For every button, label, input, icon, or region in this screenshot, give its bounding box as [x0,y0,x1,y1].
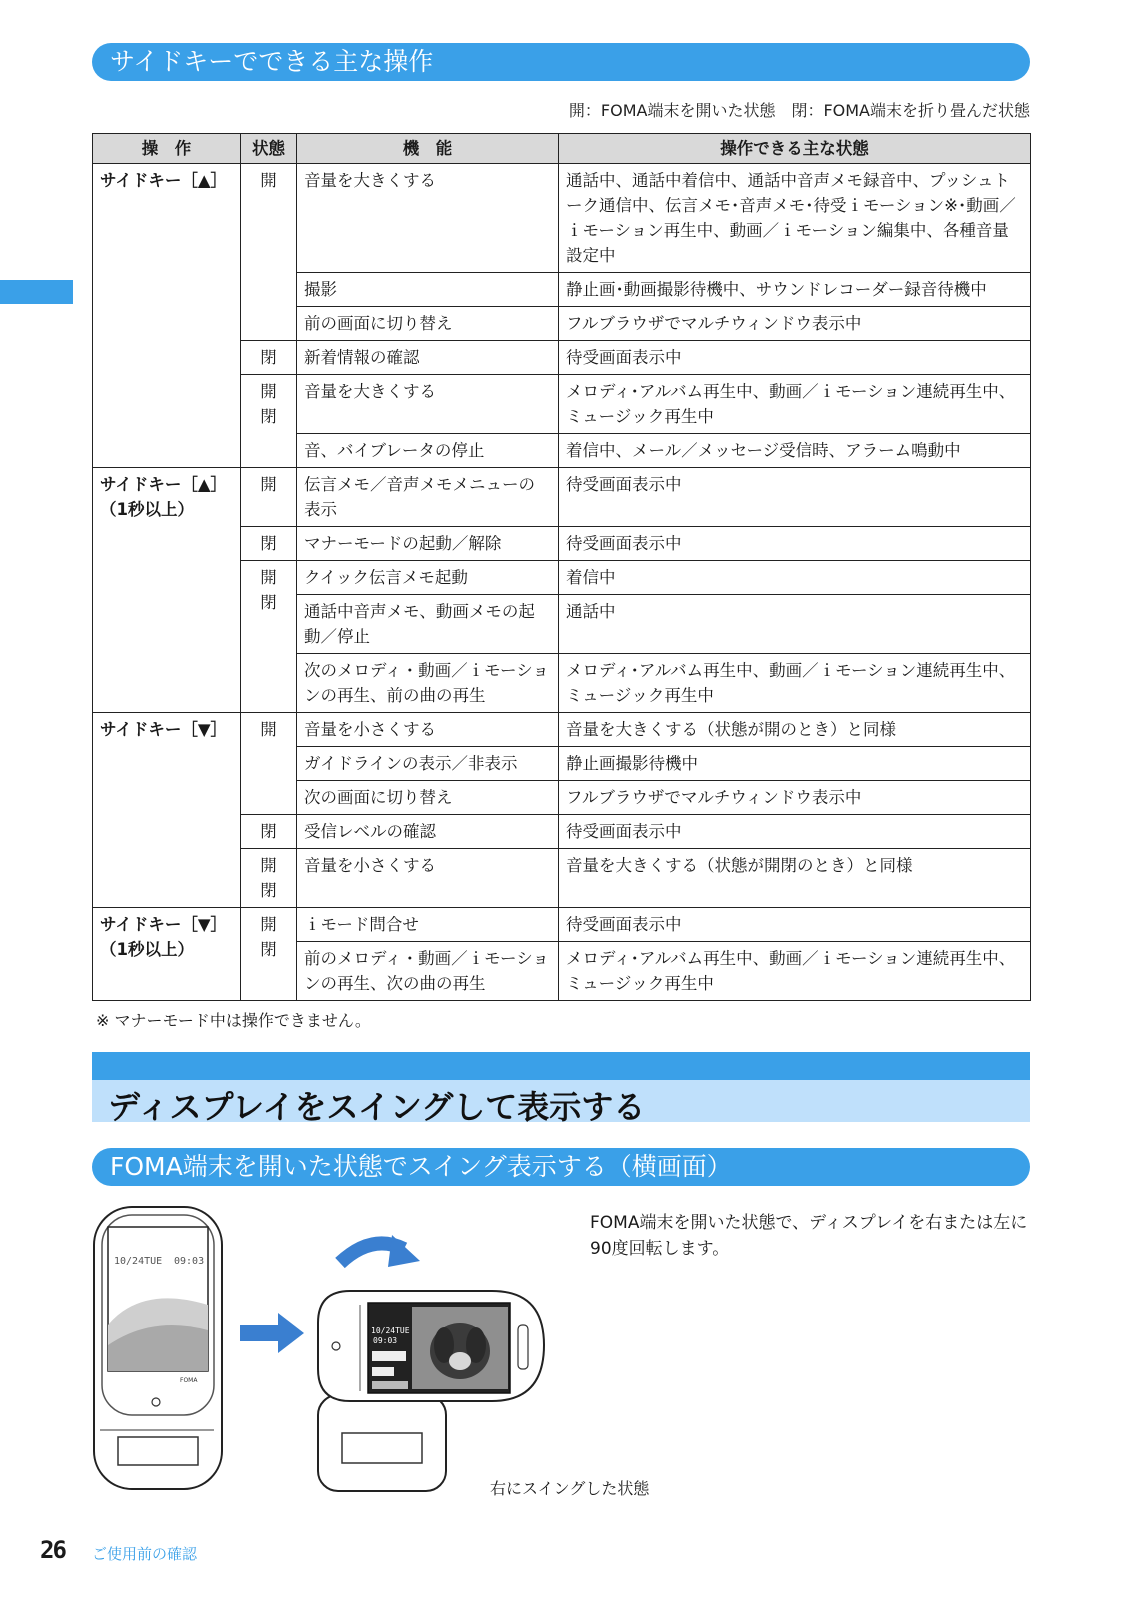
condition-cell: 通話中、通話中着信中、通話中音声メモ録音中、プッシュトーク通信中、伝言メモ･音声メモ･待受ｉモーション※･動画／ｉモーション再生中、動画／ｉモーション編集中、各種音量設定中 [559,164,1031,273]
header-operation: 操 作 [93,134,241,164]
state-label: 開 [260,856,277,875]
function-cell: クイック伝言メモ起動 [297,561,559,595]
condition-cell: フルブラウザでマルチウィンドウ表示中 [559,781,1031,815]
condition-cell: 静止画･動画撮影待機中、サウンドレコーダー録音待機中 [559,273,1031,307]
header-function: 機 能 [297,134,559,164]
section-heading-swing: ディスプレイをスイングして表示する [108,1088,646,1126]
operation-cell [93,908,241,1001]
state-cell [241,341,297,375]
condition-cell: 音量を大きくする（状態が開のとき）と同様 [559,713,1031,747]
function-cell: 音量を小さくする [297,713,559,747]
state-cell [241,164,297,341]
phone-screen-date: 10/24TUE [114,1256,163,1267]
operation-duration: （1秒以上） [100,940,194,959]
state-cell [241,908,297,1001]
swing-description: FOMA端末を開いた状態で、ディスプレイを右または左に90度回転します。 [590,1213,1028,1259]
open-phone-illustration [94,1207,222,1489]
state-label: 閉 [260,407,277,426]
function-cell: 音量を大きくする [297,375,559,434]
condition-cell: メロディ･アルバム再生中、動画／ｉモーション連続再生中、ミュージック再生中 [559,375,1031,434]
condition-cell: 音量を大きくする（状態が開閉のとき）と同様 [559,849,1031,908]
state-cell [241,713,297,815]
table-header-row [93,134,1031,164]
function-cell: ガイドラインの表示／非表示 [297,747,559,781]
function-cell: ｉモード問合せ [297,908,559,942]
header-state: 状態 [241,134,297,164]
operation-cell [93,713,241,908]
state-label: 開 [260,915,277,934]
operation-cell [93,164,241,468]
table-row [93,908,1031,942]
operation-key: サイドキー［▲］ [100,171,228,190]
page-number: 26 [40,1536,65,1564]
condition-cell: 静止画撮影待機中 [559,747,1031,781]
operation-cell [93,468,241,713]
state-cell [241,527,297,561]
swung-screen-time: 09:03 [373,1336,398,1345]
state-label: 閉 [260,348,277,367]
state-label: 閉 [260,822,277,841]
condition-cell: 待受画面表示中 [559,815,1031,849]
state-label: 閉 [260,593,277,612]
condition-cell: フルブラウザでマルチウィンドウ表示中 [559,307,1031,341]
function-cell: 受信レベルの確認 [297,815,559,849]
state-cell [241,468,297,527]
function-cell: 音量を大きくする [297,164,559,273]
chapter-tab [0,280,73,304]
section-title-side-keys: サイドキーでできる主な操作 [92,43,1030,81]
state-label: 開 [260,475,277,494]
operation-key: サイドキー［▲］ [100,475,228,494]
state-label: 閉 [260,940,277,959]
function-cell: 音量を小さくする [297,849,559,908]
state-cell [241,815,297,849]
function-cell: 通話中音声メモ、動画メモの起動／停止 [297,595,559,654]
state-label: 閉 [260,534,277,553]
condition-cell: 待受画面表示中 [559,908,1031,942]
swung-phone-illustration [318,1291,544,1491]
condition-cell: メロディ･アルバム再生中、動画／ｉモーション連続再生中、ミュージック再生中 [559,654,1031,713]
state-label: 開 [260,720,277,739]
function-cell: 次の画面に切り替え [297,781,559,815]
function-cell: 新着情報の確認 [297,341,559,375]
section-title-swing-landscape: FOMA端末を開いた状態でスイング表示する（横画面） [92,1148,1030,1186]
table-row [93,468,1031,527]
state-cell [241,849,297,908]
footer-section-link[interactable]: ご使用前の確認 [92,1545,198,1563]
function-cell: 撮影 [297,273,559,307]
state-label: 開 [260,568,277,587]
condition-cell: 通話中 [559,595,1031,654]
state-legend: 開：FOMA端末を開いた状態 閉：FOMA端末を折り畳んだ状態 [568,101,1030,120]
state-cell [241,375,297,468]
state-label: 閉 [260,881,277,900]
operation-key: サイドキー［▼］ [100,915,228,934]
state-cell [241,561,297,713]
heading-band-top [92,1052,1030,1080]
illustration-caption: 右にスイングした状態 [490,1479,650,1498]
phone-brand-label: FOMA [180,1377,198,1384]
function-cell: 音、バイブレータの停止 [297,434,559,468]
swing-illustration [92,1205,562,1495]
function-cell: 前の画面に切り替え [297,307,559,341]
function-cell: 前のメロディ・動画／ｉモーションの再生、次の曲の再生 [297,942,559,1001]
condition-cell: メロディ･アルバム再生中、動画／ｉモーション連続再生中、ミュージック再生中 [559,942,1031,1001]
state-label: 開 [260,171,277,190]
header-conditions: 操作できる主な状態 [559,134,1031,164]
rotate-arrow-icon [340,1235,420,1267]
condition-cell: 待受画面表示中 [559,341,1031,375]
condition-cell: 着信中 [559,561,1031,595]
operation-key: サイドキー［▼］ [100,720,228,739]
table-row [93,164,1031,273]
swung-screen-date: 10/24TUE [371,1326,410,1335]
function-cell: 伝言メモ／音声メモメニューの表示 [297,468,559,527]
function-cell: 次のメロディ・動画／ｉモーションの再生、前の曲の再生 [297,654,559,713]
condition-cell: 着信中、メール／メッセージ受信時、アラーム鳴動中 [559,434,1031,468]
state-label: 開 [260,382,277,401]
function-cell: マナーモードの起動／解除 [297,527,559,561]
condition-cell: 待受画面表示中 [559,468,1031,527]
footnote: ※ マナーモード中は操作できません。 [96,1011,371,1030]
arrow-right-icon [240,1313,304,1353]
side-key-operations-table [92,133,1031,1001]
phone-screen-time: 09:03 [174,1256,205,1267]
condition-cell: 待受画面表示中 [559,527,1031,561]
operation-duration: （1秒以上） [100,500,194,519]
table-row [93,713,1031,747]
